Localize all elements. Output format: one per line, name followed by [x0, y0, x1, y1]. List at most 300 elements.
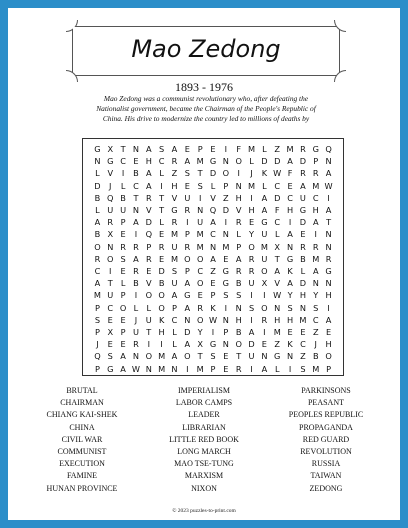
grid-letter: G — [222, 278, 230, 289]
grid-letter: E — [107, 314, 113, 325]
grid-letter: O — [158, 302, 165, 313]
grid-letter: U — [261, 229, 268, 240]
grid-letter: H — [171, 180, 178, 191]
grid-letter: I — [327, 192, 330, 203]
grid-letter: U — [171, 278, 178, 289]
grid-letter: E — [120, 314, 126, 325]
grid-letter: D — [158, 266, 165, 276]
grid-letter: B — [94, 229, 101, 240]
grid-letter: E — [223, 253, 229, 264]
word-list-item: CHINA — [69, 422, 95, 432]
word-list-column-1 — [22, 385, 142, 495]
copyright-footer: © 2023 puzzles-to-print.com — [172, 508, 236, 514]
grid-letter: R — [133, 241, 139, 252]
grid-letter: N — [325, 241, 332, 252]
grid-letter: X — [261, 278, 268, 289]
word-list-item: MAO TSE-TUNG — [174, 459, 234, 469]
grid-letter: I — [198, 192, 202, 203]
grid-letter: I — [327, 302, 330, 313]
grid-letter: D — [299, 217, 307, 228]
grid-letter: E — [107, 339, 113, 350]
grid-letter: H — [299, 290, 306, 301]
grid-letter: A — [325, 205, 332, 215]
grid-letter: R — [197, 302, 204, 313]
grid-letter: E — [159, 253, 165, 264]
grid-row — [83, 192, 343, 205]
grid-letter: E — [120, 266, 126, 276]
grid-letter: L — [172, 339, 177, 350]
grid-letter: J — [96, 339, 99, 350]
grid-letter: E — [133, 156, 139, 167]
grid-letter: Z — [171, 168, 178, 179]
grid-letter: O — [145, 351, 153, 362]
puzzle-page — [8, 8, 400, 520]
grid-letter: R — [133, 339, 139, 350]
grid-letter: M — [299, 314, 307, 325]
grid-row — [83, 204, 343, 217]
grid-letter: X — [274, 241, 281, 252]
grid-letter: H — [158, 327, 165, 337]
grid-letter: A — [145, 168, 152, 179]
grid-letter: I — [224, 217, 228, 228]
grid-letter: S — [184, 168, 190, 179]
grid-letter: U — [171, 241, 178, 252]
grid-letter: G — [261, 217, 268, 228]
grid-letter: R — [248, 266, 255, 276]
grid-letter: P — [120, 327, 126, 337]
grid-letter: E — [120, 229, 126, 240]
grid-letter: S — [223, 290, 229, 301]
grid-letter: M — [196, 241, 204, 252]
grid-letter: U — [248, 278, 255, 289]
grid-letter: D — [248, 339, 255, 350]
grid-letter: H — [286, 314, 294, 325]
grid-letter: U — [248, 351, 255, 362]
word-list-item: ZEDONG — [309, 483, 343, 493]
grid-letter: G — [222, 266, 230, 276]
grid-letter: P — [223, 327, 229, 337]
word-list-item: NIXON — [191, 483, 217, 493]
grid-letter: L — [120, 278, 126, 289]
grid-letter: O — [235, 339, 242, 350]
grid-letter: I — [160, 180, 163, 191]
grid-letter: T — [326, 217, 332, 228]
grid-letter: M — [93, 290, 101, 301]
grid-letter: H — [235, 314, 242, 325]
word-list-item: LONG MARCH — [177, 447, 231, 457]
grid-letter: W — [324, 180, 333, 191]
grid-letter: A — [94, 278, 101, 289]
grid-letter: C — [274, 180, 281, 191]
grid-letter: E — [210, 144, 216, 154]
grid-letter: A — [312, 266, 319, 276]
grid-letter: R — [300, 168, 306, 179]
title-frame — [72, 26, 340, 76]
grid-letter: H — [235, 192, 242, 203]
word-list-item: FAMINE — [66, 471, 98, 481]
grid-letter: U — [132, 327, 139, 337]
grid-letter: U — [107, 205, 114, 215]
word-list-item: LIBRARIAN — [182, 422, 226, 432]
grid-letter: P — [236, 241, 242, 252]
grid-letter: G — [107, 363, 114, 374]
grid-letter: A — [248, 327, 255, 337]
grid-letter: C — [158, 156, 165, 167]
grid-letter: T — [197, 351, 203, 362]
word-list-column-3 — [266, 385, 386, 495]
word-search-grid — [82, 138, 344, 376]
grid-letter: W — [208, 314, 218, 325]
grid-letter: N — [325, 229, 332, 240]
grid-letter: R — [300, 241, 306, 252]
grid-letter: A — [133, 217, 139, 228]
grid-letter: A — [120, 363, 126, 374]
grid-letter: Y — [287, 290, 293, 301]
grid-letter: O — [196, 253, 204, 264]
grid-letter: J — [109, 180, 112, 191]
grid-letter: N — [312, 278, 319, 289]
grid-letter: R — [325, 253, 332, 264]
grid-letter: W — [273, 290, 282, 301]
grid-letter: C — [312, 314, 319, 325]
grid-letter: I — [224, 302, 228, 313]
grid-letter: R — [235, 217, 242, 228]
word-list-item: PARKINSONS — [301, 386, 351, 395]
grid-letter: D — [94, 180, 101, 191]
grid-letter: M — [248, 180, 256, 191]
grid-letter: J — [314, 339, 317, 350]
grid-letter: F — [274, 205, 280, 215]
grid-letter: A — [287, 229, 293, 240]
grid-letter: M — [158, 351, 166, 362]
grid-letter: N — [235, 180, 242, 191]
grid-letter: R — [261, 314, 268, 325]
grid-letter: H — [145, 156, 152, 167]
grid-row — [83, 253, 343, 266]
grid-letter: R — [145, 192, 152, 203]
word-list-item: LABOR CAMPS — [175, 398, 233, 408]
grid-letter: T — [236, 351, 242, 362]
grid-letter: M — [196, 363, 204, 374]
grid-letter: Q — [107, 192, 114, 203]
grid-letter: I — [288, 363, 292, 374]
grid-letter: R — [184, 241, 191, 252]
grid-letter: P — [94, 363, 100, 374]
grid-letter: I — [224, 144, 228, 154]
grid-letter: P — [223, 180, 229, 191]
grid-letter: I — [263, 327, 266, 337]
grid-letter: U — [197, 217, 204, 228]
grid-letter: L — [236, 229, 241, 240]
word-list-item: LEADER — [188, 410, 220, 420]
word-list-item: REVOLUTION — [300, 447, 352, 457]
grid-letter: A — [261, 205, 268, 215]
grid-letter: M — [196, 229, 204, 240]
grid-letter: A — [184, 302, 191, 313]
grid-letter: M — [312, 363, 320, 374]
grid-letter: N — [274, 302, 281, 313]
grid-letter: V — [274, 278, 281, 289]
grid-letter: O — [184, 351, 191, 362]
grid-letter: A — [274, 266, 281, 276]
grid-letter: A — [145, 180, 152, 191]
grid-letter: S — [120, 253, 126, 264]
grid-letter: S — [171, 266, 178, 276]
grid-letter: A — [300, 180, 306, 191]
grid-letter: O — [184, 253, 191, 264]
grid-letter: N — [299, 302, 306, 313]
grid-letter: I — [109, 266, 112, 276]
grid-letter: L — [95, 205, 100, 215]
word-list-item: RUSSIA — [311, 459, 341, 469]
grid-letter: J — [250, 168, 253, 179]
grid-letter: G — [107, 156, 114, 167]
grid-letter: A — [210, 253, 216, 264]
grid-letter: P — [184, 266, 190, 276]
grid-letter: T — [133, 192, 139, 203]
grid-letter: E — [184, 180, 190, 191]
word-list-item: PROPAGANDA — [299, 422, 353, 432]
grid-letter: H — [325, 290, 332, 301]
grid-letter: R — [235, 363, 242, 374]
grid-letter: A — [171, 351, 178, 362]
grid-letter: M — [273, 327, 281, 337]
grid-letter: S — [94, 314, 101, 325]
grid-letter: L — [274, 229, 280, 240]
grid-letter: P — [210, 363, 216, 374]
grid-letter: B — [235, 327, 242, 337]
grid-letter: I — [186, 363, 189, 374]
grid-letter: O — [235, 156, 242, 167]
grid-letter: G — [299, 205, 307, 215]
grid-letter: S — [107, 351, 113, 362]
grid-row — [83, 338, 343, 351]
grid-letter: B — [133, 278, 139, 289]
grid-letter: L — [262, 180, 267, 191]
grid-letter: O — [145, 290, 153, 301]
grid-letter: U — [299, 192, 306, 203]
grid-letter: N — [287, 241, 294, 252]
grid-row — [83, 167, 343, 180]
grid-letter: M — [248, 144, 256, 154]
grid-letter: X — [107, 229, 114, 240]
grid-letter: C — [197, 266, 204, 276]
grid-letter: I — [237, 168, 240, 179]
grid-letter: A — [287, 156, 293, 167]
word-list-item: CHIANG KAI-SHEK — [46, 410, 118, 420]
grid-letter: D — [261, 156, 268, 167]
grid-letter: C — [210, 229, 216, 240]
grid-letter: R — [184, 205, 191, 215]
grid-letter: P — [120, 290, 126, 301]
grid-letter: C — [120, 156, 126, 167]
grid-letter: A — [261, 363, 268, 374]
grid-letter: Z — [210, 266, 216, 276]
grid-letter: D — [299, 278, 307, 289]
grid-letter: I — [134, 290, 138, 301]
grid-letter: R — [158, 241, 165, 252]
grid-letter: T — [159, 205, 165, 215]
word-list-item: MARXISM — [184, 471, 224, 481]
grid-letter: G — [184, 290, 191, 301]
grid-letter: N — [222, 229, 229, 240]
grid-letter: N — [132, 351, 140, 362]
grid-letter: E — [184, 144, 190, 154]
word-list-item: CIVIL WAR — [61, 434, 103, 444]
grid-letter: O — [196, 314, 204, 325]
grid-letter: A — [94, 217, 101, 228]
grid-letter: N — [132, 144, 140, 154]
grid-letter: V — [107, 168, 114, 179]
grid-letter: E — [120, 339, 126, 350]
grid-letter: Z — [312, 327, 319, 337]
grid-letter: T — [120, 144, 126, 154]
grid-letter: L — [159, 217, 164, 228]
grid-letter: P — [197, 144, 203, 154]
grid-row — [83, 363, 343, 376]
grid-letter: X — [107, 327, 114, 337]
grid-letter: A — [133, 253, 139, 264]
grid-letter: E — [223, 351, 229, 362]
grid-letter: E — [300, 229, 306, 240]
grid-letter: C — [94, 266, 101, 276]
grid-letter: A — [184, 156, 191, 167]
grid-letter: O — [94, 241, 101, 252]
grid-letter: A — [325, 168, 332, 179]
grid-letter: Z — [274, 339, 281, 350]
grid-letter: R — [312, 168, 319, 179]
grid-letter: B — [312, 351, 319, 362]
grid-letter: J — [134, 314, 138, 325]
grid-letter: F — [236, 144, 242, 154]
grid-letter: I — [160, 339, 163, 350]
grid-row — [83, 216, 343, 229]
grid-letter: M — [222, 241, 230, 252]
grid-letter: U — [184, 192, 191, 203]
grid-letter: M — [196, 156, 204, 167]
grid-row — [83, 265, 343, 278]
grid-letter: Q — [209, 205, 217, 215]
grid-letter: S — [248, 302, 255, 313]
grid-letter: E — [223, 363, 229, 374]
grid-letter: K — [158, 314, 165, 325]
grid-letter: G — [312, 144, 319, 154]
grid-letter: W — [273, 168, 282, 179]
word-list-item: CHAIRMAN — [60, 398, 104, 408]
grid-letter: N — [197, 205, 204, 215]
grid-letter: V — [235, 205, 242, 215]
grid-letter: M — [170, 253, 179, 264]
grid-letter: L — [262, 144, 267, 154]
grid-letter: O — [248, 241, 255, 252]
grid-letter: E — [326, 327, 332, 337]
grid-row — [83, 180, 343, 193]
grid-letter: C — [107, 302, 114, 313]
grid-letter: E — [287, 327, 293, 337]
grid-letter: O — [261, 266, 268, 276]
grid-letter: Q — [325, 144, 332, 154]
word-list-item: PEOPLES REPUBLIC — [288, 410, 364, 420]
grid-letter: R — [94, 253, 101, 264]
grid-letter: M — [312, 253, 320, 264]
grid-letter: T — [159, 192, 165, 203]
grid-letter: U — [145, 314, 152, 325]
grid-row — [83, 302, 343, 315]
grid-letter: H — [274, 314, 281, 325]
grid-letter: P — [210, 290, 216, 301]
word-list — [22, 385, 386, 505]
grid-letter: M — [260, 241, 268, 252]
grid-letter: V — [210, 192, 216, 203]
grid-row — [83, 277, 343, 290]
grid-letter: E — [146, 266, 152, 276]
grid-letter: R — [145, 253, 152, 264]
page-title: Mao Zedong — [131, 35, 281, 63]
grid-letter: H — [286, 205, 294, 215]
word-list-item: LITTLE RED BOOK — [169, 434, 239, 444]
grid-letter: L — [274, 363, 280, 374]
grid-letter: P — [94, 327, 100, 337]
grid-letter: A — [145, 144, 152, 154]
grid-letter: S — [210, 351, 216, 362]
grid-letter: D — [209, 168, 217, 179]
grid-letter: G — [209, 156, 217, 167]
frame-corner — [66, 20, 78, 32]
grid-letter: I — [263, 290, 266, 301]
grid-letter: G — [94, 144, 101, 154]
grid-letter: P — [326, 363, 332, 374]
grid-letter: O — [158, 290, 165, 301]
grid-letter: L — [210, 180, 216, 191]
word-list-item: COMMUNIST — [57, 447, 107, 457]
grid-letter: P — [313, 156, 319, 167]
grid-letter: E — [300, 327, 306, 337]
grid-letter: A — [120, 351, 126, 362]
grid-letter: N — [171, 363, 178, 374]
grid-letter: N — [325, 156, 332, 167]
grid-row — [83, 314, 343, 327]
grid-letter: B — [133, 168, 139, 179]
grid-letter: E — [261, 339, 267, 350]
grid-letter: P — [146, 241, 152, 252]
grid-letter: R — [120, 241, 126, 252]
word-list-item: EXECUTION — [59, 459, 105, 469]
grid-letter: C — [312, 192, 319, 203]
word-list-item: TAIWAN — [310, 471, 342, 481]
grid-letter: U — [107, 290, 114, 301]
grid-letter: N — [325, 278, 332, 289]
grid-letter: R — [171, 217, 178, 228]
grid-letter: I — [186, 217, 189, 228]
grid-letter: H — [312, 205, 319, 215]
grid-letter: M — [312, 180, 320, 191]
grid-letter: A — [171, 290, 178, 301]
grid-row — [83, 326, 343, 339]
grid-letter: O — [325, 351, 332, 362]
grid-letter: A — [184, 339, 191, 350]
grid-letter: P — [184, 229, 190, 240]
grid-letter: W — [131, 363, 140, 374]
grid-letter: N — [287, 351, 294, 362]
grid-letter: B — [94, 192, 101, 203]
grid-row — [83, 143, 343, 156]
grid-letter: N — [184, 314, 191, 325]
grid-letter: A — [171, 144, 178, 154]
grid-letter: R — [171, 156, 178, 167]
frame-corner — [334, 20, 346, 32]
grid-letter: C — [300, 339, 306, 350]
grid-letter: K — [261, 168, 268, 179]
